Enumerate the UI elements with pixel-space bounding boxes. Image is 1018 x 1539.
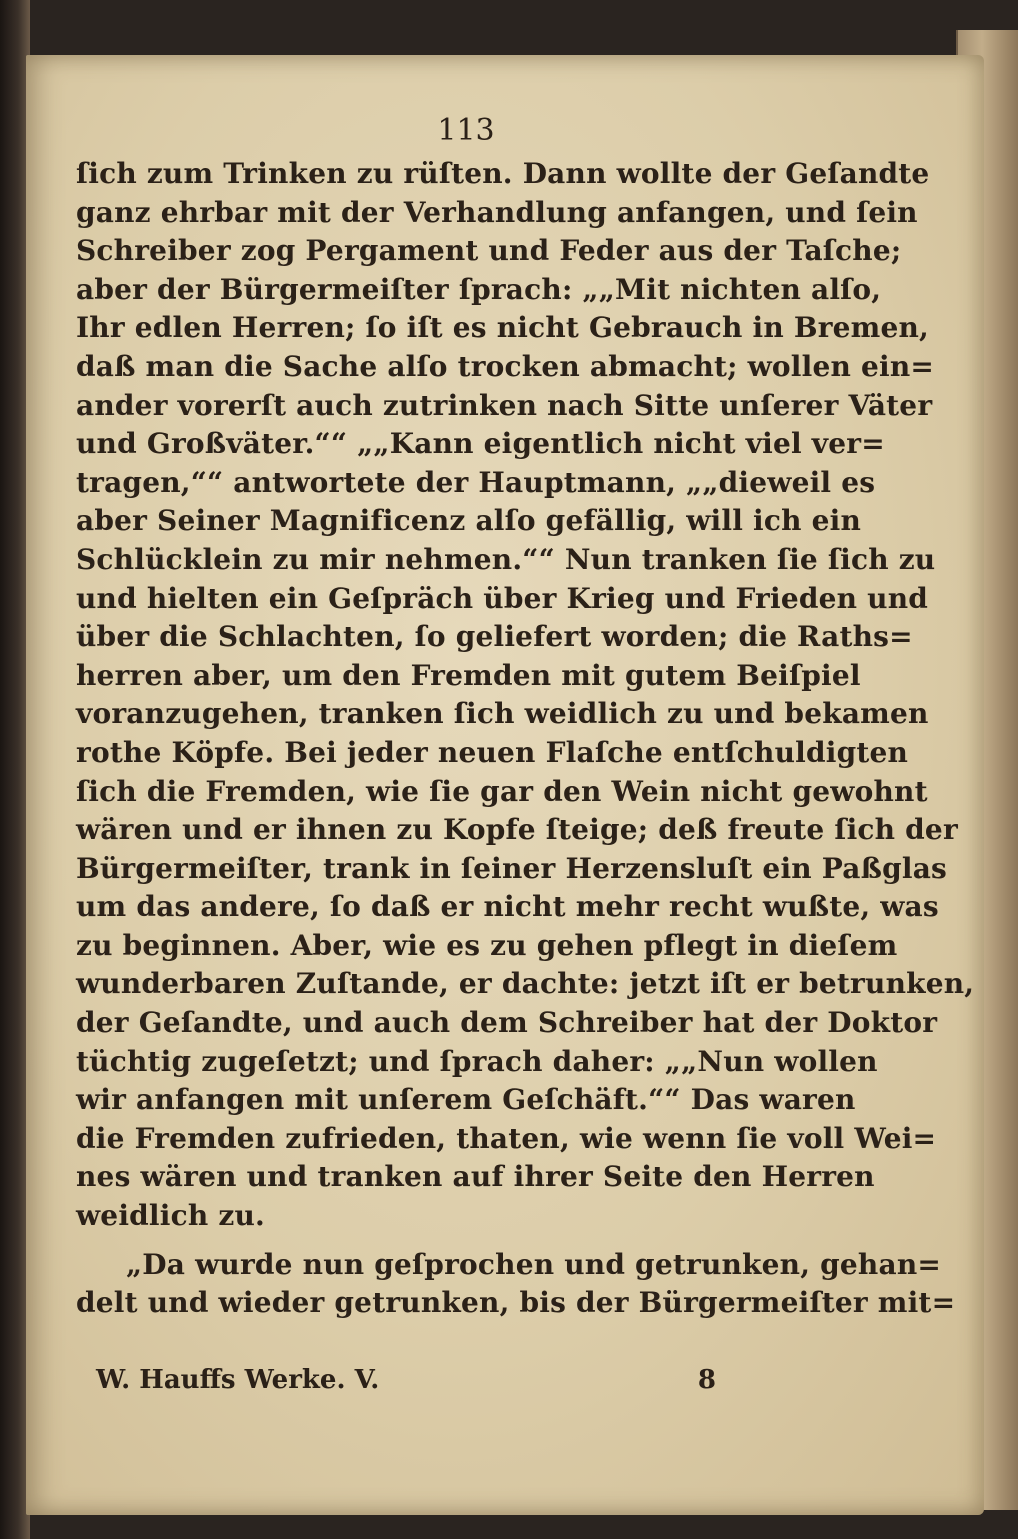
text-line: Bürgermeiſter, trank in ſeiner Herzensluſt ein Paßglas xyxy=(76,851,948,885)
text-line: und Großväter.““ „„Kann eigentlich nicht viel ver= xyxy=(76,427,885,461)
page-number: 113 xyxy=(437,113,495,148)
text-line: ander vorerſt auch zutrinken nach Sitte unſerer Väter xyxy=(76,388,933,422)
text-line: tüchtig zugeſetzt; und ſprach daher: „„Nun wollen xyxy=(76,1044,878,1078)
footer-sheet-mark: 8 xyxy=(697,1365,716,1395)
text-line: nes wären und tranken auf ihrer Seite den Herren xyxy=(76,1160,875,1194)
text-line: und hielten ein Geſpräch über Krieg und Frieden und xyxy=(76,581,929,615)
text-line: wir anfangen mit unſerem Geſchäft.““ Das waren xyxy=(76,1083,856,1117)
text-line: der Geſandte, und auch dem Schreiber hat der Doktor xyxy=(76,1006,938,1040)
text-line: ſich die Fremden, wie ſie gar den Wein nicht gewohnt xyxy=(76,774,928,808)
footer-signature: W. Hauffs Werke. V. xyxy=(96,1365,380,1395)
body-text xyxy=(76,155,975,1323)
text-line: wären und er ihnen zu Kopfe ſteige; deß freute ſich der xyxy=(76,813,958,847)
text-line: tragen,““ antwortete der Hauptmann, „„dieweil es xyxy=(76,465,876,499)
text-line: daß man die Sache alſo trocken abmacht; wollen ein= xyxy=(76,349,935,383)
page xyxy=(26,55,984,1515)
text-line: herren aber, um den Fremden mit gutem Beiſpiel xyxy=(76,658,861,692)
text-line: Schreiber zog Pergament und Feder aus der Taſche; xyxy=(76,234,902,268)
text-line: voranzugehen, tranken ſich weidlich zu und bekamen xyxy=(76,697,929,731)
text-line: ſich zum Trinken zu rüſten. Dann wollte der Geſandte xyxy=(76,157,930,190)
text-line: „Da wurde nun geſprochen und getrunken, gehan= xyxy=(126,1247,942,1281)
text-line: ganz ehrbar mit der Verhandlung anfangen, und ſein xyxy=(76,195,918,229)
text-line: aber Seiner Magnificenz alſo gefällig, will ich ein xyxy=(76,504,862,538)
text-line: um das andere, ſo daß er nicht mehr recht wußte, was xyxy=(76,890,939,924)
text-line: die Fremden zufrieden, thaten, wie wenn ſie voll Wei= xyxy=(76,1121,937,1155)
text-line: weidlich zu. xyxy=(76,1199,265,1233)
text-line: aber der Bürgermeiſter ſprach: „„Mit nichten alſo, xyxy=(76,272,882,306)
text-line: Ihr edlen Herren; ſo iſt es nicht Gebrauch in Bremen, xyxy=(76,311,930,345)
text-line: rothe Köpfe. Bei jeder neuen Flaſche entſchuldigten xyxy=(76,735,909,769)
text-line: delt und wieder getrunken, bis der Bürgermeiſter mit= xyxy=(76,1286,956,1320)
text-line: über die Schlachten, ſo geliefert worden; die Raths= xyxy=(76,620,913,654)
text-line: Schlücklein zu mir nehmen.““ Nun tranken ſie ſich zu xyxy=(76,542,936,576)
paragraph-gap xyxy=(76,1236,816,1246)
text-line: zu beginnen. Aber, wie es zu gehen pflegt in dieſem xyxy=(76,928,898,962)
text-line: wunderbaren Zuſtande, er dachte: jetzt iſt er betrunken, xyxy=(76,967,975,1001)
